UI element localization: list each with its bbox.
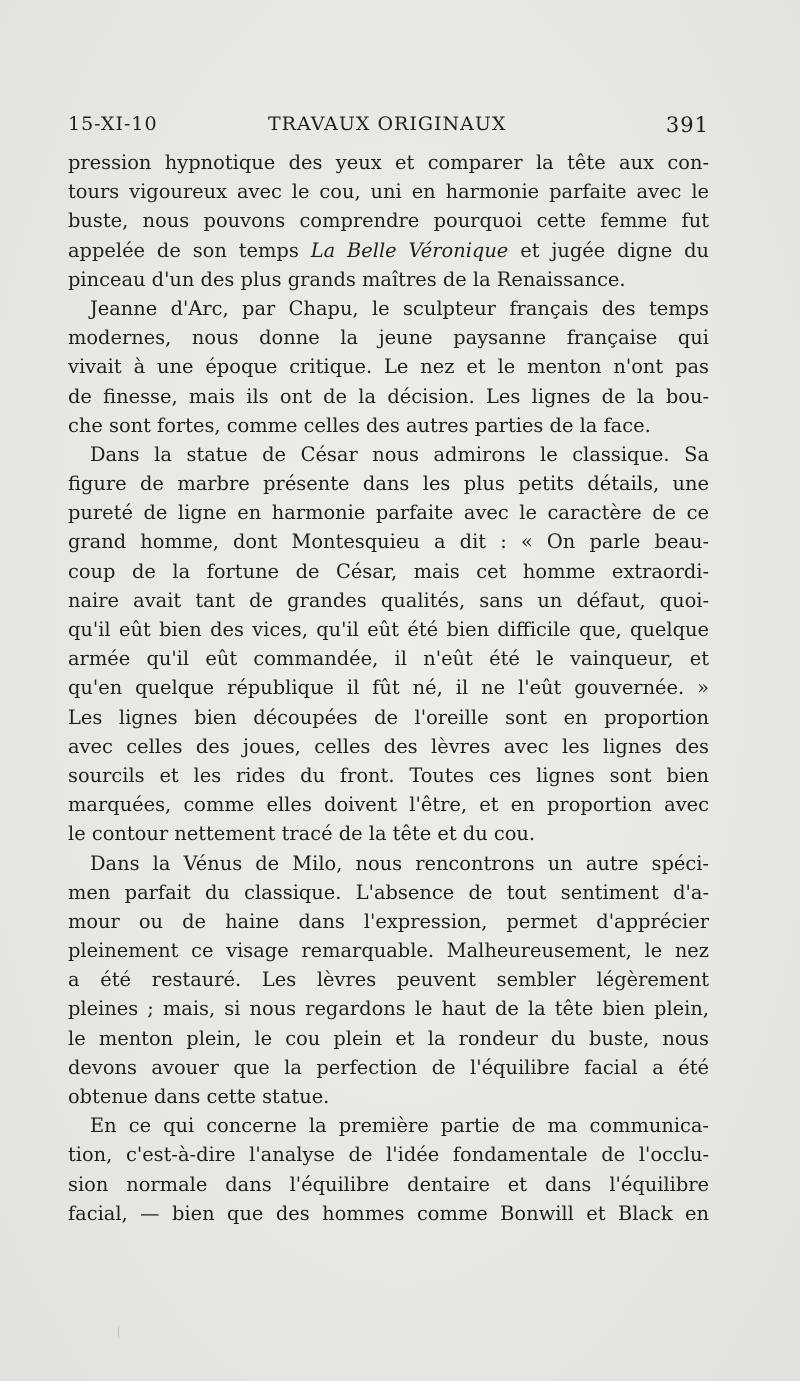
text-line: buste, nous pouvons comprendre pourquoi cette femme fut (68, 209, 709, 233)
text-line: le contour nettement tracé de la tête et du cou. (68, 822, 536, 846)
text-line: Les lignes bien découpées de l'oreille sont en proportion (68, 705, 709, 729)
text-line: che sont fortes, comme celles des autres parties de la face. (68, 413, 651, 437)
text-line: devons avouer que la perfection de l'équilibre facial a été (68, 1055, 709, 1079)
paragraph-start-line: Dans la statue de César nous admirons le classique. Sa (90, 442, 709, 466)
paragraph-start-line: En ce qui concerne la première partie de ma communica- (90, 1114, 709, 1138)
text-line: obtenue dans cette statue. (68, 1085, 330, 1108)
body-text (68, 148, 709, 1228)
text-line: armée qu'il eût commandée, il n'eût été le vainqueur, et (68, 647, 709, 671)
text-line: coup de la fortune de César, mais cet homme extraordi- (68, 559, 709, 583)
paper-speck (118, 1325, 121, 1339)
text-line: avec celles des joues, celles des lèvres avec les lignes des (68, 734, 709, 758)
text-line: tion, c'est-à-dire l'analyse de l'idée fondamentale de l'occlu- (68, 1143, 709, 1167)
text-line: sourcils et les rides du front. Toutes ces lignes sont bien (68, 763, 709, 787)
text-line: qu'en quelque république il fût né, il ne l'eût gouvernée. » (68, 676, 709, 700)
text-line: facial, — bien que des hommes comme Bonwill et Black en (68, 1201, 709, 1225)
text-line: le menton plein, le cou plein et la rondeur du buste, nous (68, 1026, 709, 1050)
text-line: pureté de ligne en harmonie parfaite avec le caractère de ce (68, 501, 709, 525)
text-line (68, 236, 709, 265)
paragraph-start-line: Dans la Vénus de Milo, nous rencontrons un autre spéci- (90, 851, 709, 875)
paragraph-start-line: Jeanne d'Arc, par Chapu, le sculpteur français des temps (90, 296, 709, 320)
text-line: marquées, comme elles doivent l'être, et en proportion avec (68, 793, 709, 817)
text-segment: et jugée digne du (508, 238, 709, 262)
artwork-title: La Belle Véronique (310, 238, 509, 262)
text-line: tours vigoureux avec le cou, uni en harmonie parfaite avec le (68, 180, 709, 204)
text-line: grand homme, dont Montesquieu a dit : « On parle beau- (68, 530, 709, 554)
text-line: pleinement ce visage remarquable. Malheureusement, le nez (68, 939, 709, 963)
text-line: naire avait tant de grandes qualités, sans un défaut, quoi- (68, 588, 709, 612)
text-line: sion normale dans l'équilibre dentaire et dans l'équilibre (68, 1172, 709, 1196)
text-line: modernes, nous donne la jeune paysanne française qui (68, 326, 709, 350)
page-number: 391 (665, 113, 709, 137)
text-line: mour ou de haine dans l'expression, permet d'apprécier (68, 909, 709, 933)
header-section-title: TRAVAUX ORIGINAUX (268, 113, 507, 135)
running-head (68, 113, 709, 141)
text-line: qu'il eût bien des vices, qu'il eût été bien difficile que, quelque (68, 618, 709, 641)
text-line: a été restauré. Les lèvres peuvent sembler légèrement (68, 968, 709, 992)
text-line: pinceau d'un des plus grands maîtres de la Renaissance. (68, 267, 626, 291)
text-line: pleines ; mais, si nous regardons le haut de la tête bien plein, (68, 997, 709, 1021)
text-line: pression hypnotique des yeux et comparer la tête aux con- (68, 151, 709, 174)
text-line: figure de marbre présente dans les plus petits détails, une (68, 472, 709, 496)
text-segment: appelée de son temps (68, 238, 311, 262)
text-line: men parfait du classique. L'absence de tout sentiment d'a- (68, 880, 709, 904)
text-line: de finesse, mais ils ont de la décision. Les lignes de la bou- (68, 384, 709, 408)
header-date: 15-XI-10 (68, 113, 158, 135)
text-line: vivait à une époque critique. Le nez et le menton n'ont pas (68, 355, 709, 379)
